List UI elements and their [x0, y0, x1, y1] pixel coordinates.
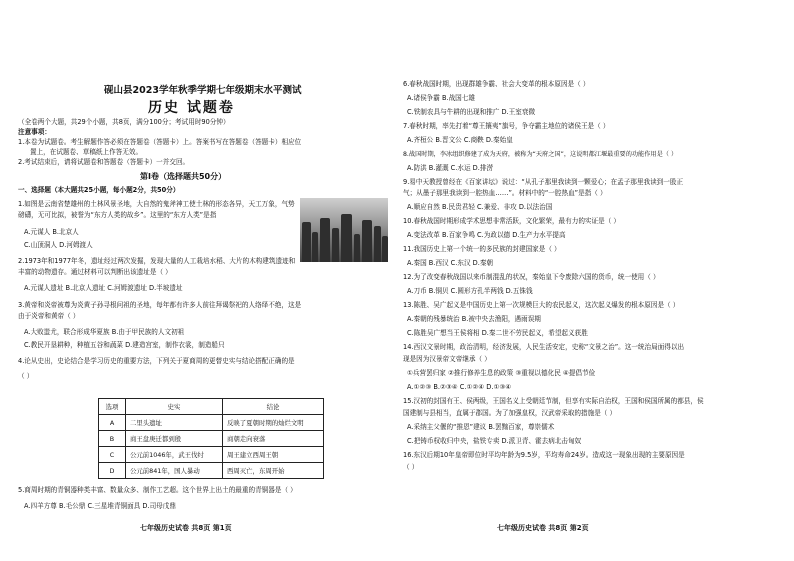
table-row — [99, 447, 324, 463]
question-line: 气；从墨子那里我读到一腔热血……”。材料中的“一腔热血”是指（ ） — [403, 189, 607, 197]
question-option: A.元谋人遗址 B.北京人遗址 C.河姆渡遗址 D.半坡遗址 — [24, 284, 183, 292]
table-header-cell: 选项 — [99, 399, 126, 415]
question-option: A.齐桓公 B.晋文公 C.商鞅 D.秦始皇 — [407, 136, 513, 144]
table-cell: A — [99, 415, 126, 431]
table-cell: 公元前841年，国人暴动 — [126, 463, 223, 479]
question-line: （ ） — [18, 372, 34, 380]
question-line: 16.东汉后期10年皇帝即位时平均年龄为9.5岁，平均寿命24岁。造成这一现象出现的主要原因是 — [403, 451, 685, 459]
table-header-row — [99, 399, 324, 415]
notice-line: 置上，在试题卷、草稿纸上作答无效。 — [30, 148, 143, 156]
question-option: A.①②③ B.②③④ C.①②④ D.①③④ — [407, 383, 512, 391]
question-line: 国建制与县相当，直属于郡国。为了加强皇权，汉武帝采取的措施是（ ） — [403, 409, 617, 417]
table-cell: 商朝走向衰落 — [223, 431, 324, 447]
table-cell: 商王盘庚迁都到殷 — [126, 431, 223, 447]
question-line: 8.战国时期，李冰组织修建了成为天府，被称为“天府之国”，这说明都江堰最重要的功能作用是（ ） — [403, 151, 678, 158]
question-option: C.教民开垦耕种，种植五谷和蔬菜 D.建造宫室，制作衣裳，制造船只 — [24, 341, 225, 349]
question-option: A.变法改革 B.百家争鸣 C.为政以德 D.生产力水平提高 — [407, 231, 566, 239]
table-header-cell: 史实 — [126, 399, 223, 415]
question-line: 现是因为汉景帝文帝继承（ ） — [403, 355, 491, 363]
question-line: 3.黄帝和炎帝被尊为炎黄子孙寻根问祖的圣地，每年都有许多人前往拜谒祭祀的人络绎不绝，这是 — [18, 301, 302, 309]
question-option: A.四羊方尊 B.毛公鼎 C.三星堆青铜面具 D.司母戊鼎 — [24, 502, 176, 510]
history-table — [98, 398, 324, 479]
question-line: 磅礴，无可比拟，被誉为“东方人类的故乡”。这里的“东方人类”是指 — [18, 211, 217, 219]
table-cell: 反映了夏朝时期的灿烂文明 — [223, 415, 324, 431]
table-cell: D — [99, 463, 126, 479]
notice-title: 注意事项： — [18, 128, 51, 136]
exam-meta: （全卷两个大题，共29个小题，共8页，满分100分；考试用时90分钟） — [18, 118, 230, 126]
page-2 — [397, 0, 794, 561]
question-line: 12.为了改变春秋战国以来币制混乱的状况，秦始皇下令废除六国的货币，统一使用（ ） — [403, 273, 660, 281]
question-line: 14.西汉文景时期，政治清明，经济发展，人民生活安定，史称“文景之治”。这一统治局面得以出 — [403, 343, 685, 351]
question-line: 由于炎帝和黄帝（ ） — [18, 312, 80, 320]
question-option: A.元谋人 B.北京人 — [24, 228, 79, 236]
question-line: 1.如图是云南省楚雄州的土林风景圣地，大自然的鬼斧神工使土林的形态各异，天工万象，气势 — [18, 200, 295, 208]
stone-forest-photo — [300, 198, 388, 262]
question-line: 11.我国历史上第一个统一的多民族的封建国家是（ ） — [403, 245, 561, 253]
table-row — [99, 431, 324, 447]
question-line: 5.商周时期的青铜器种类丰富、数量众多、制作工艺超。这个世界上出土的最重的青铜器是（ ） — [18, 486, 297, 494]
section-title: 一、选择题（本大题共25小题，每小题2分，共50分） — [18, 186, 180, 194]
table-row — [99, 415, 324, 431]
question-line: 15.汉初的封国有王、侯两级，王国名义上受朝廷节制，但享有实际自治权，王国和侯国所属的都县，侯 — [403, 397, 704, 405]
table-row — [99, 463, 324, 479]
question-line: 4.论从史出，史论结合是学习历史的重要方法，下列关于夏商周的更替史实与结论搭配正确的是 — [18, 357, 295, 365]
table-cell: B — [99, 431, 126, 447]
question-option: C.陈胜吴广想当王侯将相 D.秦二世不劳民起义，希望起义获胜 — [407, 329, 588, 337]
question-line: 9.易中天教授曾经在《百家讲坛》说过：“从孔子那里我读到一颗爱心；在孟子那里我读到一股正 — [403, 178, 684, 186]
table-cell: 周王建立西周王朝 — [223, 447, 324, 463]
notice-line: 2.考试结束后，请将试题卷和答题卷（答题卡）一并交回。 — [18, 158, 190, 166]
table-cell: 二里头遗址 — [126, 415, 223, 431]
question-option: A.刀币 B.铜贝 C.圆形方孔半两钱 D.五铢钱 — [407, 287, 533, 295]
notice-line: 1.本卷为试题卷。考生解题作答必须在答题卷（答题卡）上。答案书写在答题卷（答题卡）相应位 — [18, 138, 302, 146]
question-line: 10.春秋战国时期形成学术思想非常活跃，文化繁荣，最有力的实证是（ ） — [403, 217, 620, 225]
question-option: A.大败蚩尤，联合形成华夏族 B.由于甲民族的人文初祖 — [24, 328, 185, 336]
part-title: 第Ⅰ卷（选择题共50分） — [140, 172, 227, 181]
question-option: A.诸侯争霸 B.战国七雄 — [407, 94, 475, 102]
question-line: （ ） — [403, 463, 419, 471]
question-option: A.顺应自然 B.民贵君轻 C.兼爱、非攻 D.以法治国 — [407, 203, 553, 211]
table-header-cell: 结论 — [223, 399, 324, 415]
question-option: A.采纳主父偃的“推恩”建议 B.罢黜百家，尊崇儒术 — [407, 423, 555, 431]
page-footer: 七年级历史试卷 共8页 第1页 — [140, 524, 232, 532]
question-line: 6.春秋战国时期，出现群雄争霸、社会大变革的根本原因是（ ） — [403, 80, 590, 88]
question-line: 7.春秋时期，率先打着“尊王攘夷”旗号，争夺霸主地位的诸侯王是（ ） — [403, 122, 610, 130]
question-line: 丰富的动物遗存。通过材料可以判断出该遗址是（ ） — [18, 268, 172, 276]
question-option: C.铁制农具与牛耕的出现和推广 D.王室衰微 — [407, 108, 536, 116]
page-footer: 七年级历史试卷 共8页 第2页 — [497, 524, 589, 532]
exam-header: 砚山县2023学年秋季学期七年级期末水平测试 — [104, 85, 302, 96]
question-line: 13.陈胜、吴广起义是中国历史上第一次规模巨大的农民起义，这次起义爆发的根本原因是（ ） — [403, 301, 680, 309]
question-option: A.秦国 B.西汉 C.东汉 D.秦朝 — [407, 259, 494, 267]
table-cell: C — [99, 447, 126, 463]
question-option: A.秦朝的残暴统治 B.被中央去渔阳，遇雨误期 — [407, 315, 541, 323]
question-option: C.山顶洞人 D.河姆渡人 — [24, 241, 93, 249]
question-line: 2.1973年和1977年冬，遗址经过两次发掘，发现大量的人工栽培水稻、大片的木构建筑遗迹和 — [18, 257, 296, 265]
question-option: A.防洪 B.灌溉 C.水运 D.排涝 — [407, 164, 494, 172]
exam-subject: 历史 试题卷 — [148, 100, 235, 116]
question-option: C.把铸币权收归中央，盐铁专卖 D.派卫青、霍去病北击匈奴 — [407, 437, 582, 445]
table-cell: 公元前1046年，武王伐纣 — [126, 447, 223, 463]
question-option: ①兵营罢归家 ②推行修养生息的政策 ③重视以德化民 ④提倡节俭 — [407, 369, 596, 377]
table-cell: 西周灭亡，东周开始 — [223, 463, 324, 479]
